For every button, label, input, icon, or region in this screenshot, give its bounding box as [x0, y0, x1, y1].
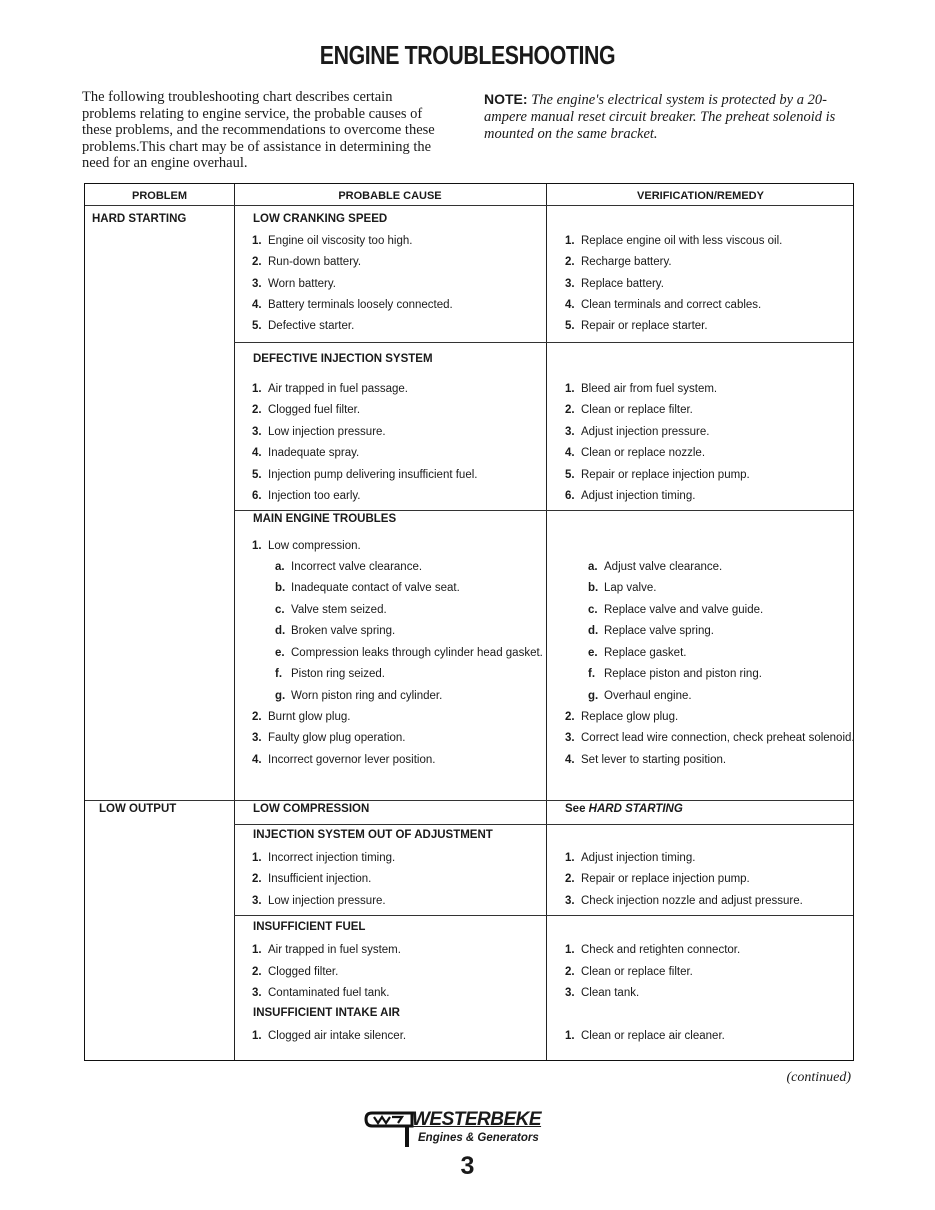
remedy-item-number: d. — [588, 625, 599, 637]
cause-item-number: 5. — [252, 320, 262, 332]
cause-item-text: Incorrect valve clearance. — [291, 561, 423, 573]
remedy-item-number: 3. — [565, 895, 575, 907]
cause-item — [275, 560, 422, 574]
cause-item — [275, 603, 387, 617]
cause-item — [252, 710, 350, 724]
section-divider — [234, 510, 853, 511]
cause-item-text: Air trapped in fuel passage. — [268, 383, 409, 395]
cause-item-text: Compression leaks through cylinder head gasket. — [291, 647, 543, 659]
cause-item-text: Injection too early. — [268, 490, 361, 502]
section-divider — [234, 915, 853, 916]
cause-item — [252, 234, 412, 248]
cause-item-number: 3. — [252, 732, 262, 744]
cause-item — [275, 667, 385, 681]
problem-low-output: LOW OUTPUT — [99, 803, 177, 815]
cause-item — [252, 425, 386, 439]
cause-item-number: 1. — [252, 383, 262, 395]
problem-divider — [85, 800, 853, 801]
remedy-item-number: 1. — [565, 235, 575, 247]
remedy-item-text: Clean or replace filter. — [581, 966, 693, 978]
cause-section-heading: MAIN ENGINE TROUBLES — [253, 513, 397, 525]
cause-item-number: 1. — [252, 944, 262, 956]
cause-item-text: Valve stem seized. — [291, 604, 387, 616]
remedy-item-text: Correct lead wire connection, check preheat solenoid. — [581, 732, 855, 744]
remedy-item — [588, 581, 656, 595]
cause-item-text: Low compression. — [268, 540, 361, 552]
remedy-item-text: Clean or replace nozzle. — [581, 447, 706, 459]
cause-item-number: 3. — [252, 278, 262, 290]
cause-item — [252, 319, 354, 333]
header-verification-remedy: VERIFICATION/REMEDY — [637, 190, 764, 202]
remedy-item-number: 2. — [565, 404, 575, 416]
remedy-item — [565, 731, 855, 745]
column-divider — [546, 184, 547, 1060]
cause-item-text: Battery terminals loosely connected. — [268, 299, 453, 311]
remedy-item — [565, 986, 639, 1000]
header-divider — [85, 205, 853, 206]
cause-item-number: 1. — [252, 235, 262, 247]
remedy-item-number: e. — [588, 647, 598, 659]
cause-item — [252, 872, 371, 886]
cause-item — [252, 403, 360, 417]
cause-item-text: Inadequate spray. — [268, 447, 360, 459]
remedy-item-text: Replace valve spring. — [604, 625, 714, 637]
remedy-item — [588, 624, 714, 638]
cause-item-text: Low injection pressure. — [268, 426, 386, 438]
remedy-item-number: 2. — [565, 711, 575, 723]
remedy-item-number: 1. — [565, 944, 575, 956]
remedy-item — [565, 943, 740, 957]
remedy-item-number: 3. — [565, 278, 575, 290]
westerbeke-logo — [362, 1108, 562, 1152]
cause-item-text: Clogged fuel filter. — [268, 404, 361, 416]
remedy-item-text: Replace battery. — [581, 278, 664, 290]
cause-item-number: 6. — [252, 490, 262, 502]
cause-item-number: 3. — [252, 987, 262, 999]
remedy-item-text: Adjust valve clearance. — [604, 561, 723, 573]
cause-item-text: Injection pump delivering insufficient fuel. — [268, 469, 478, 481]
remedy-item-number: a. — [588, 561, 598, 573]
cause-item-number: f. — [275, 668, 283, 680]
logo-tagline: Engines & Generators — [418, 1132, 539, 1144]
cause-item — [252, 468, 477, 482]
remedy-item-text: Recharge battery. — [581, 256, 672, 268]
remedy-item — [565, 489, 695, 503]
cause-item-number: 1. — [252, 1030, 262, 1042]
cause-item — [252, 446, 359, 460]
note-label: NOTE: — [484, 91, 528, 107]
remedy-item-text: Replace glow plug. — [581, 711, 679, 723]
cause-item-text: Incorrect governor lever position. — [268, 754, 436, 766]
remedy-item-text: Repair or replace injection pump. — [581, 469, 750, 481]
remedy-item — [565, 753, 726, 767]
remedy-item-text: Clean or replace filter. — [581, 404, 693, 416]
header-probable-cause: PROBABLE CAUSE — [338, 190, 442, 202]
remedy-item-text: Repair or replace injection pump. — [581, 873, 750, 885]
cause-item — [252, 965, 338, 979]
cause-item — [275, 646, 543, 660]
cause-section-heading: LOW COMPRESSION — [253, 803, 370, 815]
cause-item-text: Broken valve spring. — [291, 625, 396, 637]
cause-section-heading: LOW CRANKING SPEED — [253, 213, 388, 225]
remedy-item-text: Check injection nozzle and adjust pressure. — [581, 895, 803, 907]
cause-section-heading: INSUFFICIENT INTAKE AIR — [253, 1007, 400, 1019]
westerbeke-emblem-icon — [362, 1108, 414, 1152]
cause-item-number: 4. — [252, 754, 262, 766]
remedy-item — [565, 965, 693, 979]
remedy-item-number: 5. — [565, 469, 575, 481]
remedy-item-text: Set lever to starting position. — [581, 754, 727, 766]
remedy-item — [565, 234, 782, 248]
remedy-item — [565, 1029, 725, 1043]
remedy-item-text: Clean or replace air cleaner. — [581, 1030, 725, 1042]
remedy-item — [565, 446, 705, 460]
cause-item — [275, 581, 460, 595]
remedy-item-text: Replace valve and valve guide. — [604, 604, 764, 616]
remedy-item-text: Bleed air from fuel system. — [581, 383, 718, 395]
intro-paragraph: The following troubleshooting chart describes certain problems relating to engine service, the probable causes of these problems, and the recommendations to overcome these problems.This chart may be of assistance in determining the need for an engine overhaul. — [82, 89, 435, 172]
cause-item — [252, 943, 401, 957]
note-text: The engine's electrical system is protected by a 20-ampere manual reset circuit breaker. The preheat solenoid is mounted on the same bracket. — [484, 92, 836, 142]
remedy-item-number: 4. — [565, 447, 575, 459]
cause-item — [252, 277, 336, 291]
remedy-item-number: 2. — [565, 256, 575, 268]
column-divider — [234, 184, 235, 1060]
cause-item-text: Run-down battery. — [268, 256, 362, 268]
remedy-item-text: Lap valve. — [604, 582, 657, 594]
cause-item-number: 1. — [252, 852, 262, 864]
remedy-item-text: Clean tank. — [581, 987, 640, 999]
cause-item-text: Faulty glow plug operation. — [268, 732, 406, 744]
remedy-item-number: 1. — [565, 383, 575, 395]
cause-item-number: 2. — [252, 873, 262, 885]
cause-section-heading: DEFECTIVE INJECTION SYSTEM — [253, 353, 433, 365]
remedy-item-text: Adjust injection timing. — [581, 852, 696, 864]
remedy-item-number: 2. — [565, 873, 575, 885]
remedy-item-number: 1. — [565, 1030, 575, 1042]
remedy-item-text: Replace gasket. — [604, 647, 687, 659]
remedy-item-number: 6. — [565, 490, 575, 502]
page-number: 3 — [460, 1152, 475, 1180]
remedy-item — [565, 403, 693, 417]
cause-item-text: Worn piston ring and cylinder. — [291, 690, 443, 702]
cause-item-text: Low injection pressure. — [268, 895, 386, 907]
cause-item — [252, 753, 435, 767]
cause-item-text: Air trapped in fuel system. — [268, 944, 401, 956]
cause-section-heading: INSUFFICIENT FUEL — [253, 921, 366, 933]
cause-item-number: a. — [275, 561, 285, 573]
cause-item-text: Incorrect injection timing. — [268, 852, 396, 864]
cause-item-number: 2. — [252, 256, 262, 268]
cause-item-text: Worn battery. — [268, 278, 336, 290]
cause-item — [252, 489, 360, 503]
remedy-item — [565, 319, 708, 333]
remedy-item-text: Replace piston and piston ring. — [604, 668, 762, 680]
remedy-item-text: Adjust injection timing. — [581, 490, 696, 502]
cause-item-text: Inadequate contact of valve seat. — [291, 582, 460, 594]
cause-item — [252, 1029, 406, 1043]
remedy-item — [588, 689, 692, 703]
remedy-item-number: 5. — [565, 320, 575, 332]
remedy-item-number: 4. — [565, 299, 575, 311]
remedy-item-number: 3. — [565, 426, 575, 438]
remedy-item — [565, 425, 709, 439]
remedy-item — [565, 468, 750, 482]
cause-item-number: 3. — [252, 426, 262, 438]
remedy-item — [565, 710, 678, 724]
remedy-item-text: Check and retighten connector. — [581, 944, 741, 956]
cause-item-text: Defective starter. — [268, 320, 355, 332]
cause-item-number: 4. — [252, 299, 262, 311]
cause-item-number: 2. — [252, 966, 262, 978]
remedy-item — [588, 646, 686, 660]
logo-wordmark: WESTERBEKE — [412, 1109, 542, 1130]
cause-item — [252, 894, 386, 908]
remedy-item-text: Repair or replace starter. — [581, 320, 708, 332]
remedy-item-number: 2. — [565, 966, 575, 978]
remedy-item-number: c. — [588, 604, 598, 616]
cause-item — [252, 255, 361, 269]
remedy-item — [565, 382, 717, 396]
cause-item-text: Clogged air intake silencer. — [268, 1030, 407, 1042]
remedy-item-number: 4. — [565, 754, 575, 766]
section-divider — [234, 342, 853, 343]
cause-item — [252, 851, 395, 865]
cause-section-heading: INJECTION SYSTEM OUT OF ADJUSTMENT — [253, 829, 493, 841]
cause-item-text: Contaminated fuel tank. — [268, 987, 390, 999]
cause-item — [275, 624, 395, 638]
cause-item — [275, 689, 442, 703]
continued-note: (continued) — [786, 1070, 851, 1085]
remedy-item-text: Overhaul engine. — [604, 690, 692, 702]
remedy-item-text: Replace engine oil with less viscous oil. — [581, 235, 783, 247]
cause-item — [252, 986, 389, 1000]
remedy-item-number: f. — [588, 668, 596, 680]
cause-item — [252, 382, 408, 396]
see-reference-link-text: HARD STARTING — [588, 803, 683, 815]
remedy-item-number: 3. — [565, 987, 575, 999]
remedy-item — [565, 851, 695, 865]
remedy-item-text: Adjust injection pressure. — [581, 426, 710, 438]
cause-item-text: Clogged filter. — [268, 966, 339, 978]
cause-item-text: Insufficient injection. — [268, 873, 372, 885]
remedy-item — [588, 603, 763, 617]
cause-item-number: 5. — [252, 469, 262, 481]
remedy-item — [565, 298, 761, 312]
remedy-item — [565, 872, 750, 886]
remedy-item — [565, 894, 803, 908]
section-divider — [234, 824, 853, 825]
header-problem: PROBLEM — [132, 190, 187, 202]
remedy-item-number: g. — [588, 690, 599, 702]
cause-item-text: Engine oil viscosity too high. — [268, 235, 413, 247]
remedy-item — [588, 667, 762, 681]
cause-item-number: 1. — [252, 540, 262, 552]
page-title: ENGINE TROUBLESHOOTING — [319, 40, 616, 70]
remedy-item — [565, 277, 664, 291]
remedy-item-number: 3. — [565, 732, 575, 744]
problem-hard-starting: HARD STARTING — [92, 213, 187, 225]
cause-item — [252, 731, 405, 745]
cause-item-text: Burnt glow plug. — [268, 711, 351, 723]
cause-item-number: b. — [275, 582, 286, 594]
remedy-item-number: 1. — [565, 852, 575, 864]
cause-item — [252, 298, 453, 312]
cause-item-number: e. — [275, 647, 285, 659]
cause-item — [252, 539, 361, 553]
note-paragraph — [484, 91, 856, 143]
troubleshooting-table — [84, 183, 854, 1061]
cause-item-number: g. — [275, 690, 286, 702]
remedy-item-text: Clean terminals and correct cables. — [581, 299, 762, 311]
remedy-see-reference — [565, 802, 683, 816]
cause-item-text: Piston ring seized. — [291, 668, 385, 680]
cause-item-number: d. — [275, 625, 286, 637]
cause-item-number: 3. — [252, 895, 262, 907]
cause-item-number: c. — [275, 604, 285, 616]
see-prefix: See — [565, 803, 589, 815]
remedy-item — [565, 255, 672, 269]
remedy-item — [588, 560, 722, 574]
remedy-item-number: b. — [588, 582, 599, 594]
cause-item-number: 2. — [252, 711, 262, 723]
cause-item-number: 2. — [252, 404, 262, 416]
cause-item-number: 4. — [252, 447, 262, 459]
